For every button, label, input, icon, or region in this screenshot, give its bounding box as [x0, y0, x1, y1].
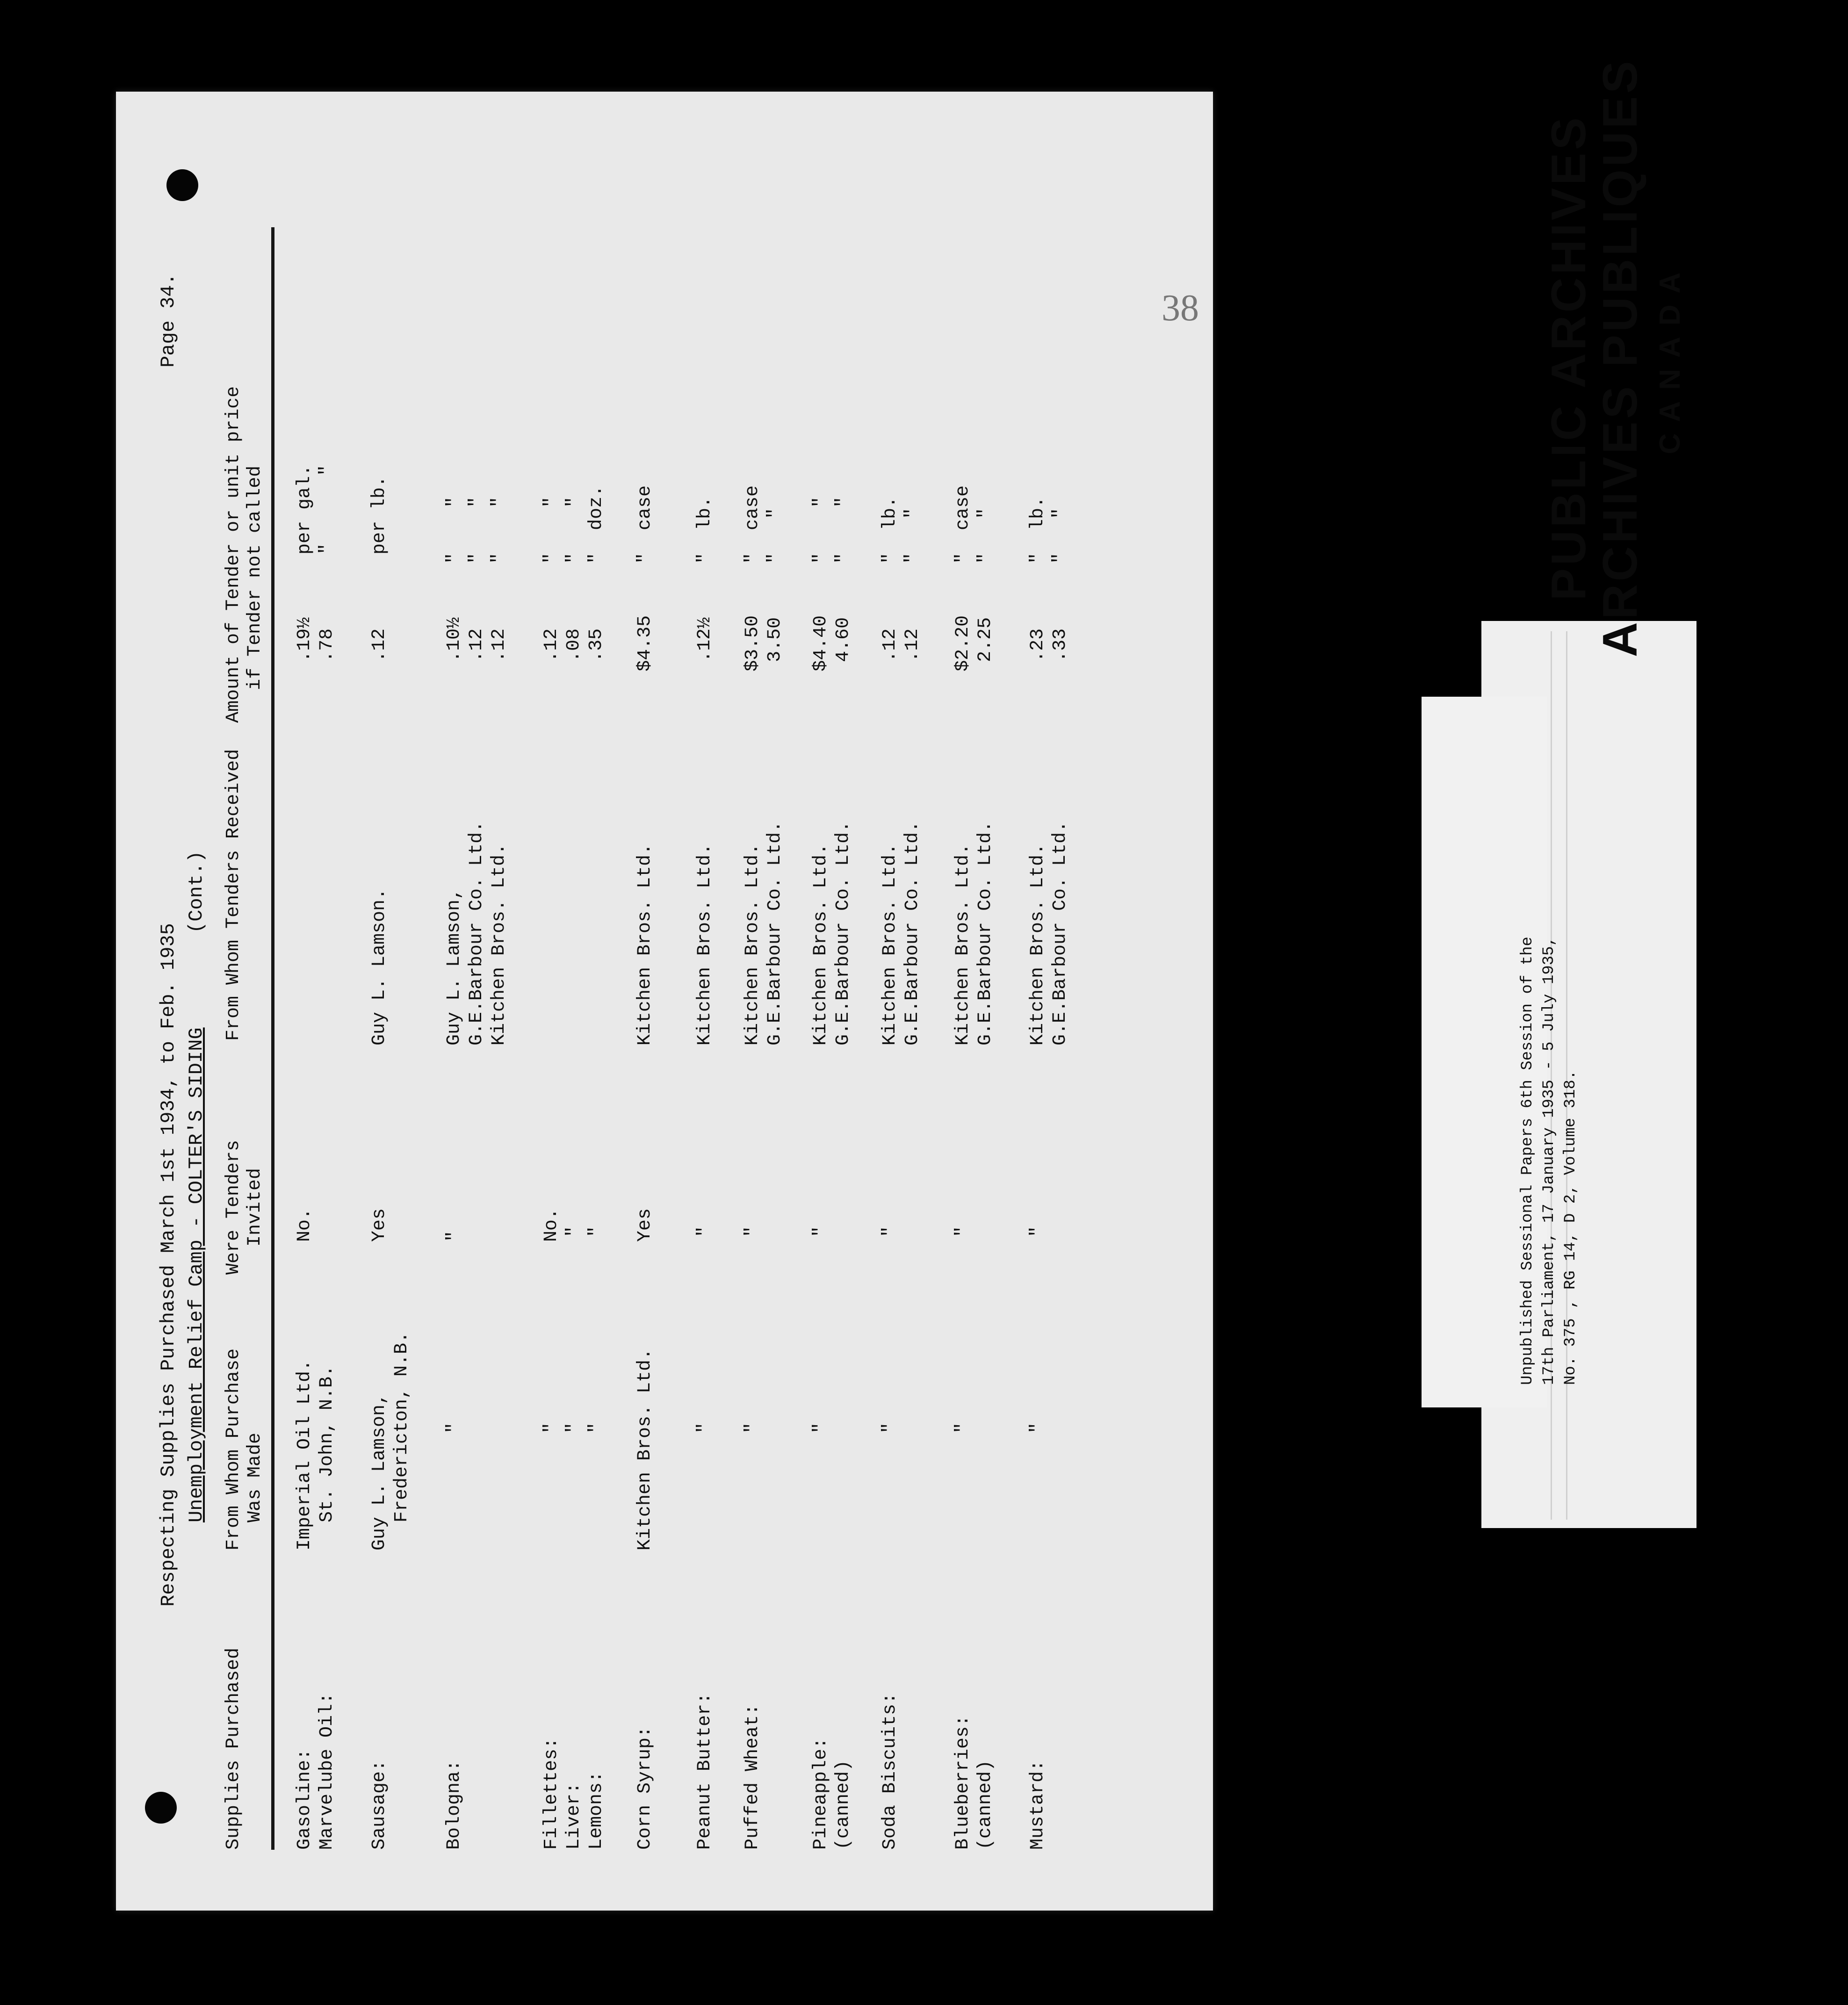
- note-line: No. 375 , RG 14, D 2, Volume 318.: [1562, 1070, 1580, 1385]
- price: .10½: [444, 617, 465, 662]
- col-header-received: From Whom Tenders Received: [223, 749, 244, 1041]
- unit: per lb.: [369, 476, 390, 555]
- from-whom: ": [563, 1422, 585, 1434]
- document-page: [116, 92, 1213, 1911]
- unit: " ": [902, 507, 923, 564]
- tender-received: Kitchen Bros. Ltd.: [635, 843, 656, 1046]
- tender-received: Kitchen Bros. Ltd.: [953, 843, 974, 1046]
- unit: " lb.: [880, 496, 901, 564]
- unit: " ": [810, 496, 831, 564]
- unit: " ": [975, 507, 996, 564]
- col-header-tenders-2: Invited: [245, 1168, 266, 1247]
- item-corn-syrup: Corn Syrup:: [635, 1726, 656, 1850]
- from-whom: ": [586, 1422, 607, 1434]
- tenders-invited: ": [563, 1226, 585, 1237]
- unit: " ": [444, 496, 465, 564]
- item-pineapple: Pineapple:: [810, 1737, 831, 1850]
- tenders-invited: No.: [541, 1208, 562, 1242]
- from-whom: ": [541, 1422, 562, 1434]
- tender-received: Guy L. Lamson.: [369, 888, 390, 1046]
- item-puffed-wheat: Puffed Wheat:: [742, 1703, 763, 1850]
- from-whom: Kitchen Bros. Ltd.: [635, 1348, 656, 1551]
- item-soda-biscuits: Soda Biscuits:: [880, 1692, 901, 1850]
- col-header-tenders: Were Tenders: [223, 1140, 244, 1275]
- archive-reference-note: [1517, 702, 1581, 1385]
- tender-received: Kitchen Bros. Ltd.: [880, 843, 901, 1046]
- item-fillettes: Fillettes:: [541, 1737, 562, 1850]
- item-marvelube: Marvelube Oil:: [317, 1692, 338, 1850]
- unit: " case: [953, 485, 974, 564]
- tenders-invited: ": [694, 1226, 715, 1237]
- tenders-invited: ": [1027, 1226, 1048, 1237]
- item-sausage: Sausage:: [369, 1760, 390, 1850]
- tenders-invited: Yes: [369, 1208, 390, 1242]
- archive-label-text: [1543, 0, 1805, 720]
- unit: " ": [541, 496, 562, 564]
- tenders-invited: No.: [294, 1208, 315, 1242]
- price: 4.60: [833, 617, 854, 662]
- item-pineapple-note: (canned): [833, 1760, 854, 1850]
- price: 2.25: [975, 617, 996, 662]
- price: $2.20: [953, 615, 974, 671]
- item-lemons: Lemons:: [586, 1771, 607, 1850]
- from-whom: ": [953, 1422, 974, 1434]
- tender-received: Kitchen Bros. Ltd.: [1027, 843, 1048, 1046]
- price: 3.50: [765, 617, 786, 662]
- unit: " ": [765, 507, 786, 564]
- price: .78: [317, 628, 338, 662]
- item-blueberries-note: (canned): [975, 1760, 996, 1850]
- tender-received: Kitchen Bros. Ltd.: [694, 843, 715, 1046]
- label-canada: CANADA: [1654, 261, 1686, 454]
- item-gasoline: Gasoline:: [294, 1748, 315, 1850]
- tenders-invited: Yes: [635, 1208, 656, 1242]
- label-archives-publiques: ARCHIVES PUBLIQUES: [1593, 58, 1647, 657]
- tenders-invited: ": [880, 1226, 901, 1237]
- tender-received: G.E.Barbour Co. Ltd.: [466, 821, 487, 1046]
- item-blueberries: Blueberries:: [953, 1715, 974, 1850]
- tender-received: Kitchen Bros. Ltd.: [742, 843, 763, 1046]
- unit: per gal.: [294, 464, 315, 555]
- price: .12: [541, 628, 562, 662]
- from-whom: ": [694, 1422, 715, 1434]
- label-public-archives: PUBLIC ARCHIVES: [1542, 115, 1596, 601]
- unit: " case: [635, 485, 656, 564]
- item-mustard: Mustard:: [1027, 1760, 1048, 1850]
- header-rule: [271, 227, 274, 1850]
- unit: " ": [489, 496, 510, 564]
- unit: " ": [1050, 507, 1071, 564]
- price: $4.35: [635, 615, 656, 671]
- tenders-invited: ": [586, 1226, 607, 1237]
- page-label: Page 34.: [157, 273, 180, 368]
- tenders-invited: ": [953, 1226, 974, 1237]
- price: .12: [880, 628, 901, 662]
- report-subtitle: Unemployment Relief Camp - COLTER'S SIDING: [185, 1027, 208, 1522]
- from-whom-address: Fredericton, N.B.: [391, 1331, 412, 1522]
- note-line: Unpublished Sessional Papers 6th Session of the: [1519, 937, 1537, 1385]
- tenders-invited: ": [742, 1226, 763, 1237]
- from-whom: ": [810, 1422, 831, 1434]
- from-whom: Imperial Oil Ltd.: [294, 1359, 315, 1551]
- tender-received: G.E.Barbour Co. Ltd.: [1050, 821, 1071, 1046]
- price: .12: [902, 628, 923, 662]
- tender-received: G.E.Barbour Co. Ltd.: [833, 821, 854, 1046]
- unit: " doz.: [586, 485, 607, 564]
- item-liver: Liver:: [563, 1782, 585, 1850]
- price: .12: [369, 628, 390, 662]
- from-whom: ": [742, 1422, 763, 1434]
- typed-table-sheet: [116, 96, 1206, 1911]
- from-whom: ": [444, 1422, 465, 1434]
- tender-received: Kitchen Bros. Ltd.: [489, 843, 510, 1046]
- price: $4.40: [810, 615, 831, 671]
- price: .33: [1050, 628, 1071, 662]
- price: .12: [489, 628, 510, 662]
- col-header-amount: Amount of Tender or unit price: [223, 386, 244, 723]
- price: .08: [563, 628, 585, 662]
- stamp-page-number: 38: [1162, 288, 1199, 329]
- unit: " lb.: [694, 496, 715, 564]
- from-whom-address: St. John, N.B.: [317, 1365, 338, 1522]
- tender-received: Kitchen Bros. Ltd.: [810, 843, 831, 1046]
- unit: " case: [742, 485, 763, 564]
- price: .23: [1027, 628, 1048, 662]
- unit: " ": [466, 496, 487, 564]
- unit: " ": [317, 464, 338, 555]
- price: $3.50: [742, 615, 763, 671]
- report-title: Respecting Supplies Purchased March 1st 1934, to Feb. 1935: [157, 923, 180, 1607]
- unit: " ": [563, 496, 585, 564]
- note-line: 17th Parliament, 17 January 1935 - 5 July 1935,: [1540, 937, 1558, 1385]
- col-header-from-whom: From Whom Purchase: [223, 1348, 244, 1551]
- tender-received: G.E.Barbour Co. Ltd.: [765, 821, 786, 1046]
- item-bologna: Bologna:: [444, 1760, 465, 1850]
- report-subtitle-cont: (Cont.): [185, 851, 208, 933]
- tenders-invited: ": [444, 1230, 465, 1242]
- tender-received: G.E.Barbour Co. Ltd.: [902, 821, 923, 1046]
- price: .35: [586, 628, 607, 662]
- col-header-from-whom-2: Was Made: [245, 1432, 266, 1522]
- from-whom: Guy L. Lamson,: [369, 1393, 390, 1551]
- from-whom: ": [880, 1422, 901, 1434]
- col-header-supplies: Supplies Purchased: [223, 1647, 244, 1850]
- price: .12½: [694, 617, 715, 662]
- item-peanut-butter: Peanut Butter:: [694, 1692, 715, 1850]
- from-whom: ": [1027, 1422, 1048, 1434]
- col-header-amount-2: if Tender not called: [245, 465, 266, 690]
- tender-received: Guy L. Lamson,: [444, 888, 465, 1046]
- price: .19½: [294, 617, 315, 662]
- price: .12: [466, 628, 487, 662]
- tenders-invited: ": [810, 1226, 831, 1237]
- unit: " ": [833, 496, 854, 564]
- unit: " lb.: [1027, 496, 1048, 564]
- tender-received: G.E.Barbour Co. Ltd.: [975, 821, 996, 1046]
